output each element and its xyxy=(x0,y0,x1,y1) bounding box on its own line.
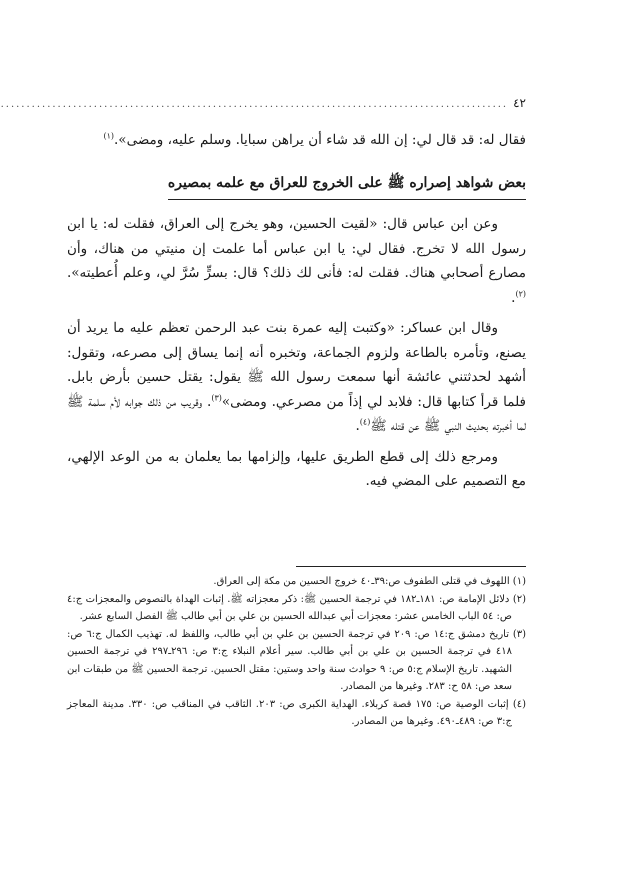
paragraph-ibn-abbas: وعن ابن عباس قال: «لقيت الحسين، وهو يخرج إلى العراق، فقلت له: يا ابن رسول الله لا تخرج. فقال لي: يا ابن عباس أما علمت إن منيتي من هناك، وأن مصارع أصحابي هناك. فقلت له: فأنى لك ذلك؟ قال: بسرٍّ سُرَّ لي، وعلم أُعطيته».$^{(٢)}$. xyxy=(67,216,526,306)
footnote-divider xyxy=(296,566,526,567)
footnote-item: (١) اللهوف في قتلى الطفوف ص:٣٩ـ٤٠ خروج الحسين من مكة إلى العراق. xyxy=(213,576,526,587)
running-header xyxy=(0,96,526,110)
section-heading: بعض شواهد إصراره ﷺ على الخروج للعراق مع علمه بمصيره xyxy=(168,171,526,201)
paragraph-text-tail: . وقريب من ذلك جوابه لأم سلمة ﷺ لما أخبرته بحديث النبي ﷺ عن قتله ﷺ xyxy=(67,393,526,434)
page-number: ٤٢ xyxy=(513,96,526,110)
footnote-ref: (٤) xyxy=(359,417,371,427)
paragraph-ibn-asakir: وقال ابن عساكر: «وكتبت إليه عمرة بنت عبد الرحمن تعظم عليه ما يريد أن يصنع، وتأمره بالطاعة ولزوم الجماعة، وتخبره أنه إنما يساق إلى مصرعه، وتقول: أشهد لحدثتني عائشة أنها سمعت رسول الله ﷺ يقول: يقتل حسين بأرض بابل. فلما قرأ كتابها قال: فلابد لي إذاً من مصرعي. ومضى»$^{(٣)}$. وقريب من ذلك جوابه لأم سلمة ﷺ لما أخبرته بحديث النبي ﷺ عن قتله ﷺ$^{(٤)}$. xyxy=(67,320,526,434)
footnotes xyxy=(67,573,526,731)
footnote-item: (٣) تاريخ دمشق ج:١٤ ص: ٢٠٩ في ترجمة الحسين بن علي بن أبي طالب، واللفظ له. تهذيب الكمال ج:٦ ص: ٤١٨ في ترجمة الحسين بن علي بن أبي طالب. سير أعلام النبلاء ج:٣ ص: ٢٩٦ـ٢٩٧ في ترجمة الحسين الشهيد. تاريخ الإسلام ج:٥ ص: ٩ حوادث سنة واحد وستين: مقتل الحسين. ترجمة الحسين ﷺ من طبقات ابن سعد ص: ٥٨ ح: ٢٨٣. وغيرها من المصادر. xyxy=(67,628,527,692)
paragraph-conclusion: ومرجع ذلك إلى قطع الطريق عليها، وإلزامها بما يعلمان به من الوعد الإلهي، مع التصميم على المضي فيه. xyxy=(67,448,526,489)
header-leader-dots: .................................................................................................. xyxy=(0,99,509,110)
intro-paragraph xyxy=(67,128,526,153)
footnote-ref: (٢) xyxy=(515,289,526,298)
intro-text: فقال له: قد قال لي: إن الله قد شاء أن يراهن سبايا. وسلم عليه، ومضى». xyxy=(114,132,526,148)
footnote-ref: (١) xyxy=(103,131,115,141)
footnote-item: (٤) إثبات الوصية ص: ١٧٥ قصة كربلاء. الهداية الكبرى ص: ٢٠٣. الثاقب في المناقب ص: ٣٣٠. مدينة المعاجز ج:٣ ص: ٤٨٩ـ٤٩٠. وغيرها من المصادر. xyxy=(67,698,526,727)
paragraph-text: وعن ابن عباس قال: «لقيت الحسين، وهو يخرج إلى العراق، فقلت له: يا ابن رسول الله لا تخرج. فقال لي: يا ابن عباس أما علمت إن منيتي من هناك، وأن مصارع أصحابي هناك. فقلت له: فأنى لك ذلك؟ قال: بسرٍّ سُرَّ لي، وعلم أُعطيته». xyxy=(67,216,526,281)
footnote-item: (٢) دلائل الإمامة ص: ١٨١ـ١٨٢ في ترجمة الحسين ﷺ: ذكر معجزاته ﷺ. إثبات الهداة بالنصوص والمعجزات ج:٤ ص: ٥٤ الباب الخامس عشر: معجزات أبي عبدالله الحسين بن علي بن أبي طالب ﷺ الفصل السابع عشر. xyxy=(67,593,526,622)
main-text xyxy=(67,128,526,494)
footnote-ref: (٣) xyxy=(211,393,222,402)
paragraph-text: وقال ابن عساكر: «وكتبت إليه عمرة بنت عبد الرحمن تعظم عليه ما يريد أن يصنع، وتأمره بالطاعة ولزوم الجماعة، وتخبره أنه إنما يساق إلى مصرعه، وتقول: أشهد لحدثتني عائشة أنها سمعت رسول الله ﷺ يقول: يقتل حسين بأرض بابل. فلما قرأ كتابها قال: فلابد لي إذاً من مصرعي. ومضى» xyxy=(67,320,526,410)
